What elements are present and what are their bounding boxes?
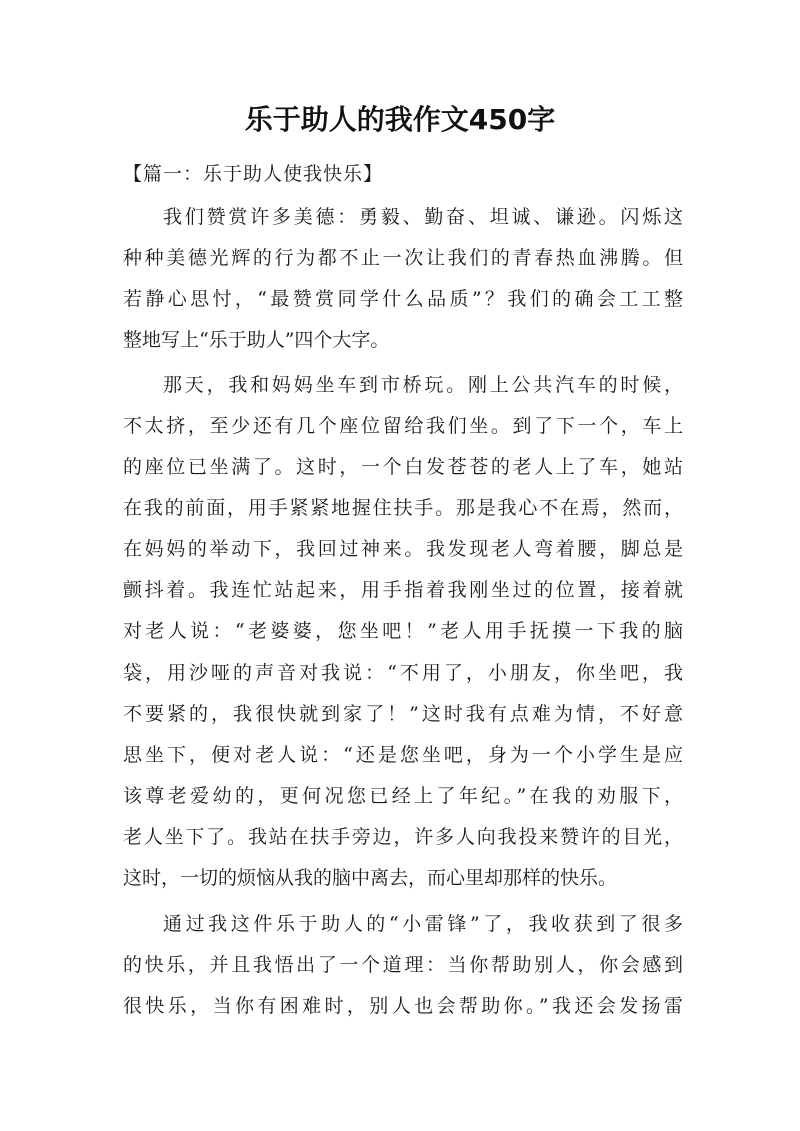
paragraph-2-line-1: 那天，我和妈妈坐车到市桥玩。刚上公共汽车的时候，: [163, 374, 683, 396]
document-title: 乐于助人的我作文450字: [244, 103, 556, 136]
paragraph-2-line-6: 颤抖着。我连忙站起来，用手指着我刚坐过的位置，接着就: [123, 579, 683, 601]
paragraph-2-line-11: 该尊老爱幼的，更何况您已经上了年纪。”在我的劝服下，: [123, 785, 683, 807]
paragraph-3-line-1: 通过我这件乐于助人的“小雷锋”了，我收获到了很多: [163, 913, 683, 935]
paragraph-2-line-9: 不要紧的，我很快就到家了！”这时我有点难为情，不好意: [123, 703, 683, 725]
paragraph-2-line-13: 这时，一切的烦恼从我的脑中离去，而心里却那样的快乐。: [123, 867, 618, 889]
paragraph-2-line-5: 在妈妈的举动下，我回过神来。我发现老人弯着腰，脚总是: [123, 538, 683, 560]
paragraph-2-line-4: 在我的前面，用手紧紧地握住扶手。那是我心不在焉，然而，: [123, 497, 683, 519]
paragraph-1-line-2: 种种美德光辉的行为都不止一次让我们的青春热血沸腾。但: [123, 247, 683, 269]
paragraph-1-line-4: 整地写上“乐于助人”四个大字。: [123, 329, 390, 351]
paragraph-3-line-2: 的快乐，并且我悟出了一个道理：当你帮助别人，你会感到: [123, 954, 683, 976]
section-heading: 【篇一：乐于助人使我快乐】: [123, 163, 384, 185]
paragraph-2-line-12: 老人坐下了。我站在扶手旁边，许多人向我投来赞许的目光，: [123, 826, 683, 848]
paragraph-2-line-10: 思坐下，便对老人说：“还是您坐吧，身为一个小学生是应: [123, 744, 683, 766]
paragraph-1-line-3: 若静心思忖，“最赞赏同学什么品质”？我们的确会工工整: [123, 288, 683, 310]
paragraph-2-line-2: 不太挤，至少还有几个座位留给我们坐。到了下一个，车上: [123, 415, 683, 437]
paragraph-2-line-7: 对老人说：“老婆婆，您坐吧！”老人用手抚摸一下我的脑: [123, 620, 683, 642]
paragraph-2-line-3: 的座位已坐满了。这时，一个白发苍苍的老人上了车，她站: [123, 456, 683, 478]
paragraph-3-line-3: 很快乐，当你有困难时，别人也会帮助你。”我还会发扬雷: [123, 995, 683, 1017]
paragraph-2-line-8: 袋，用沙哑的声音对我说：“不用了，小朋友，你坐吧，我: [123, 662, 683, 684]
paragraph-1-line-1: 我们赞赏许多美德：勇毅、勤奋、坦诚、谦逊。闪烁这: [163, 206, 683, 228]
